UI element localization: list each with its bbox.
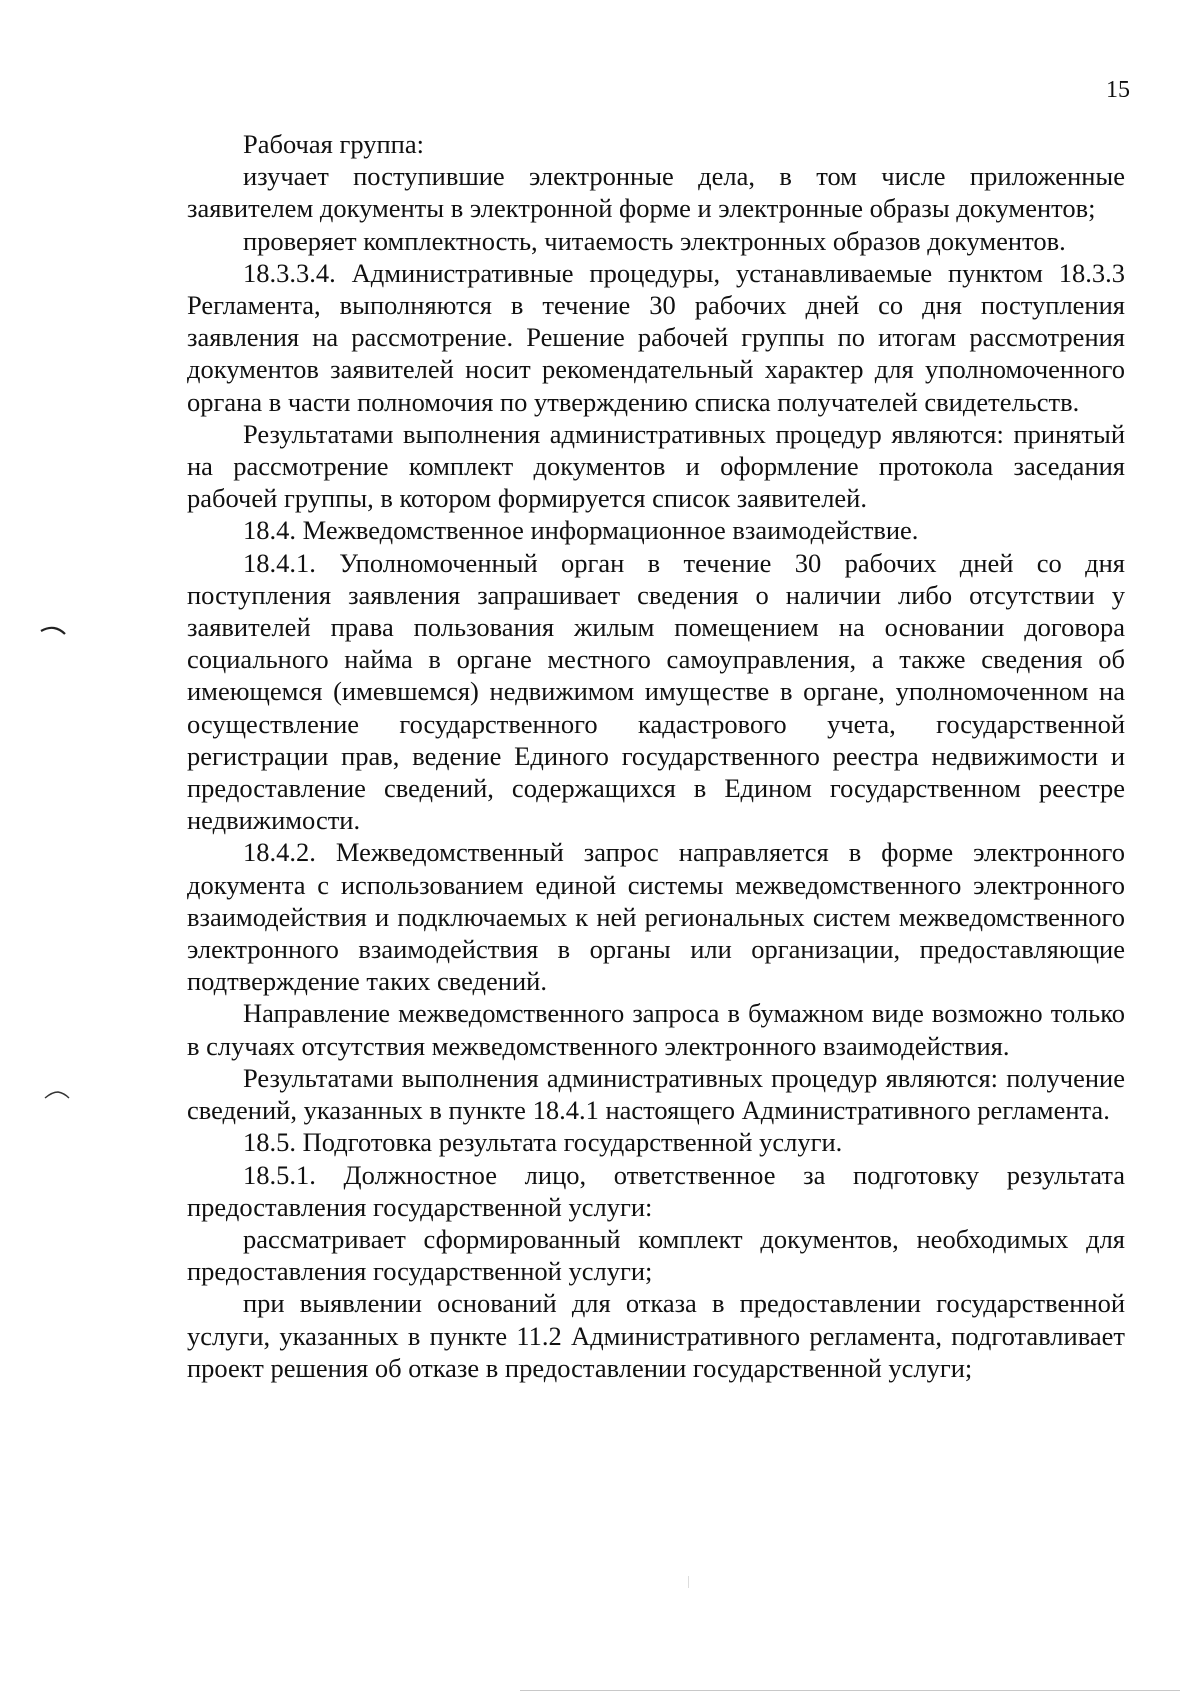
paragraph: 18.4.1. Уполномоченный орган в течение 30 рабочих дней со дня поступления заявления запрашивает сведения о наличии либо отсутствии у заявителей права пользования жилым помещением на основании договора социального найма в органе местного самоуправления, а также сведения об имеющемся (имевшемся) недвижимом имуществе в органе, уполномоченном на осуществление государственного кадастрового учета, государственной регистрации прав, ведение Единого государственного реестра недвижимости и предоставление сведений, содержащихся в Едином государственном реестре недвижимости. [187,547,1125,836]
paragraph: 18.5.1. Должностное лицо, ответственное за подготовку результата предоставления государственной услуги: [187,1159,1125,1222]
binder-hole-mark [44,1090,70,1100]
paragraph: 18.4.2. Межведомственный запрос направляется в форме электронного документа с использованием единой системы межведомственного электронного взаимодействия и подключаемых к ней региональных систем межведомственного электронного взаимодействия в органы или организации, предоставляющие подтверждение таких сведений. [187,837,1125,997]
section-heading: 18.5. Подготовка результата государственной услуги. [243,1127,843,1158]
document-body [187,128,1125,1384]
paragraph: Рабочая группа: [243,129,424,159]
paragraph: 18.3.3.4. Административные процедуры, устанавливаемые пунктом 18.3.3 Регламента, выполняются в течение 30 рабочих дней со дня поступления заявления на рассмотрение. Решение рабочей группы по итогам рассмотрения документов заявителей носит рекомендательный характер для уполномоченного органа в части полномочия по утверждению списка получателей свидетельств. [187,257,1125,417]
paragraph: проверяет комплектность, читаемость электронных образов документов. [243,225,1066,256]
scan-edge-line [520,1690,1180,1691]
paragraph: изучает поступившие электронные дела, в том числе приложенные заявителем документы в электронной форме и электронные образы документов; [187,161,1125,224]
binder-hole-mark [40,625,66,635]
scan-artifact [688,1576,689,1588]
paragraph: Результатами выполнения административных процедур являются: принятый на рассмотрение комплект документов и оформление протокола заседания рабочей группы, в котором формируется список заявителей. [187,418,1125,514]
paragraph: Результатами выполнения административных процедур являются: получение сведений, указанных в пункте 18.4.1 настоящего Административного регламента. [187,1062,1125,1126]
paragraph: при выявлении оснований для отказа в предоставлении государственной услуги, указанных в пункте 11.2 Административного регламента, подготавливает проект решения об отказе в предоставлении государственной услуги; [187,1288,1125,1383]
paragraph: рассматривает сформированный комплект документов, необходимых для предоставления государственной услуги; [187,1223,1125,1287]
section-heading: 18.4. Межведомственное информационное взаимодействие. [243,515,919,546]
paragraph: Направление межведомственного запроса в бумажном виде возможно только в случаях отсутствия межведомственного электронного взаимодействия. [187,998,1125,1061]
page-number: 15 [1106,77,1130,103]
